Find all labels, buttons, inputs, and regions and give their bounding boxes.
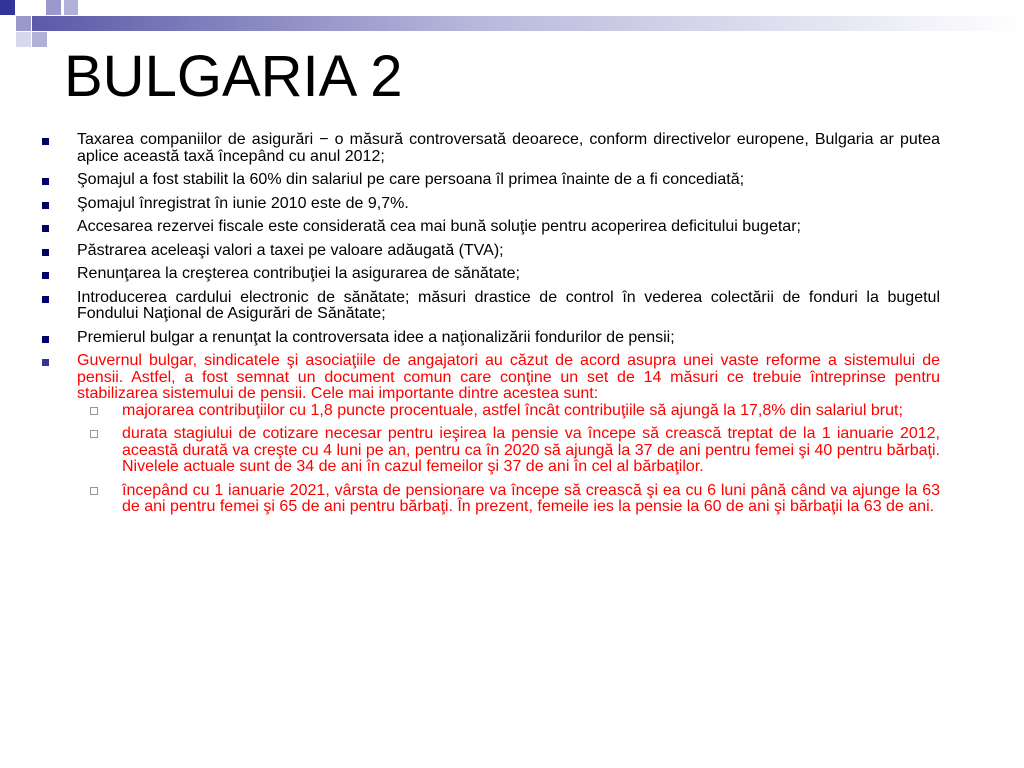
sub-bullet-text: majorarea contribuţiilor cu 1,8 puncte procentuale, astfel încât contribuţiile să ajungă la 17,8% din salariul brut;	[122, 401, 903, 419]
bullet-item	[40, 172, 940, 189]
bullet-text: Introducerea cardului electronic de sănătate; măsuri drastice de control în vederea colectării de fonduri la bugetul Fondului Naţional de Asigurări de Sănătate;	[77, 288, 940, 322]
deco-square-light-2	[16, 16, 31, 31]
bullet-text: Guvernul bulgar, sindicatele şi asociaţiile de angajatori au căzut de acord asupra unei vaste reforme a sistemului de pensii. Astfel, a fost semnat un document comun care conţine un set de 14 măsuri ce trebuie întreprinse pentru stabilizarea sistemului de pensii. Cele mai importante dintre acestea sunt:	[77, 352, 940, 402]
sub-bullet-text: durata stagiului de cotizare necesar pentru ieşirea la pensie va începe să crească treptat de la 1 ianuarie 2012, această durată va creşte cu 4 luni pe an, pentru ca în 2020 să ajungă la 37 de ani pentru femei şi 40 pentru bărbaţi. Nivelele actuale sunt de 34 de ani în cazul femeilor şi 37 de ani în cel al bărbaţilor.	[122, 425, 940, 475]
sub-bullet-item	[77, 426, 940, 476]
bullet-item-highlighted	[40, 353, 940, 516]
sub-bullet-text: începând cu 1 ianuarie 2021, vârsta de pensionare va începe să crească şi ea cu 6 luni până când va ajunge la 63 de ani pentru femei şi 65 de ani pentru bărbaţi. În prezent, femeile ies la pensie la 60 de ani şi bărbaţii la 63 de ani.	[122, 481, 940, 515]
bullet-item	[40, 290, 940, 323]
bullet-item	[40, 266, 940, 283]
square-bullet-icon	[42, 296, 49, 303]
bullet-list	[40, 132, 940, 516]
bullet-text: Păstrarea aceleaşi valori a taxei pe valoare adăugată (TVA);	[77, 241, 504, 259]
bullet-item	[40, 132, 940, 165]
square-bullet-icon	[42, 336, 49, 343]
bullet-text: Şomajul a fost stabilit la 60% din salariul pe care persoana îl primea înainte de a fi concediată;	[77, 171, 745, 188]
hollow-square-bullet-icon	[90, 487, 98, 495]
square-bullet-icon	[42, 272, 49, 279]
bullet-text: Taxarea companiilor de asigurări − o măsură controversată deoarece, conform directivelor europene, Bulgaria ar putea aplice această taxă începând cu anul 2012;	[77, 131, 940, 165]
square-bullet-icon	[42, 178, 49, 185]
square-bullet-icon	[42, 202, 49, 209]
square-bullet-icon	[42, 249, 49, 256]
deco-square-light-3	[32, 32, 47, 47]
slide-title: BULGARIA 2	[64, 44, 403, 109]
bullet-text: Şomajul înregistrat în iunie 2010 este de 9,7%.	[77, 194, 409, 212]
square-bullet-icon	[42, 225, 49, 232]
bullet-text: Accesarea rezervei fiscale este considerată cea mai bună soluţie pentru acoperirea deficitului bugetar;	[77, 218, 801, 235]
hollow-square-bullet-icon	[90, 430, 98, 438]
deco-square-light-1	[46, 0, 61, 15]
bullet-item	[40, 243, 940, 260]
deco-square-dark-2	[64, 0, 78, 15]
hollow-square-bullet-icon	[90, 407, 98, 415]
header-gradient-band	[32, 16, 1024, 31]
sub-bullet-list	[77, 403, 940, 516]
sub-bullet-item	[77, 483, 940, 516]
bullet-item	[40, 196, 940, 213]
slide-content	[40, 132, 940, 523]
deco-square-dark-1	[0, 0, 15, 15]
square-bullet-icon	[42, 138, 49, 145]
bullet-item	[40, 219, 940, 236]
bullet-text: Premierul bulgar a renunţat la controversata idee a naţionalizării fondurilor de pensii;	[77, 328, 675, 346]
bullet-item	[40, 330, 940, 347]
bullet-text: Renunţarea la creşterea contribuţiei la asigurarea de sănătate;	[77, 265, 520, 282]
sub-bullet-item	[77, 403, 940, 420]
square-bullet-icon	[42, 359, 49, 366]
deco-square-dark-3	[16, 32, 31, 47]
